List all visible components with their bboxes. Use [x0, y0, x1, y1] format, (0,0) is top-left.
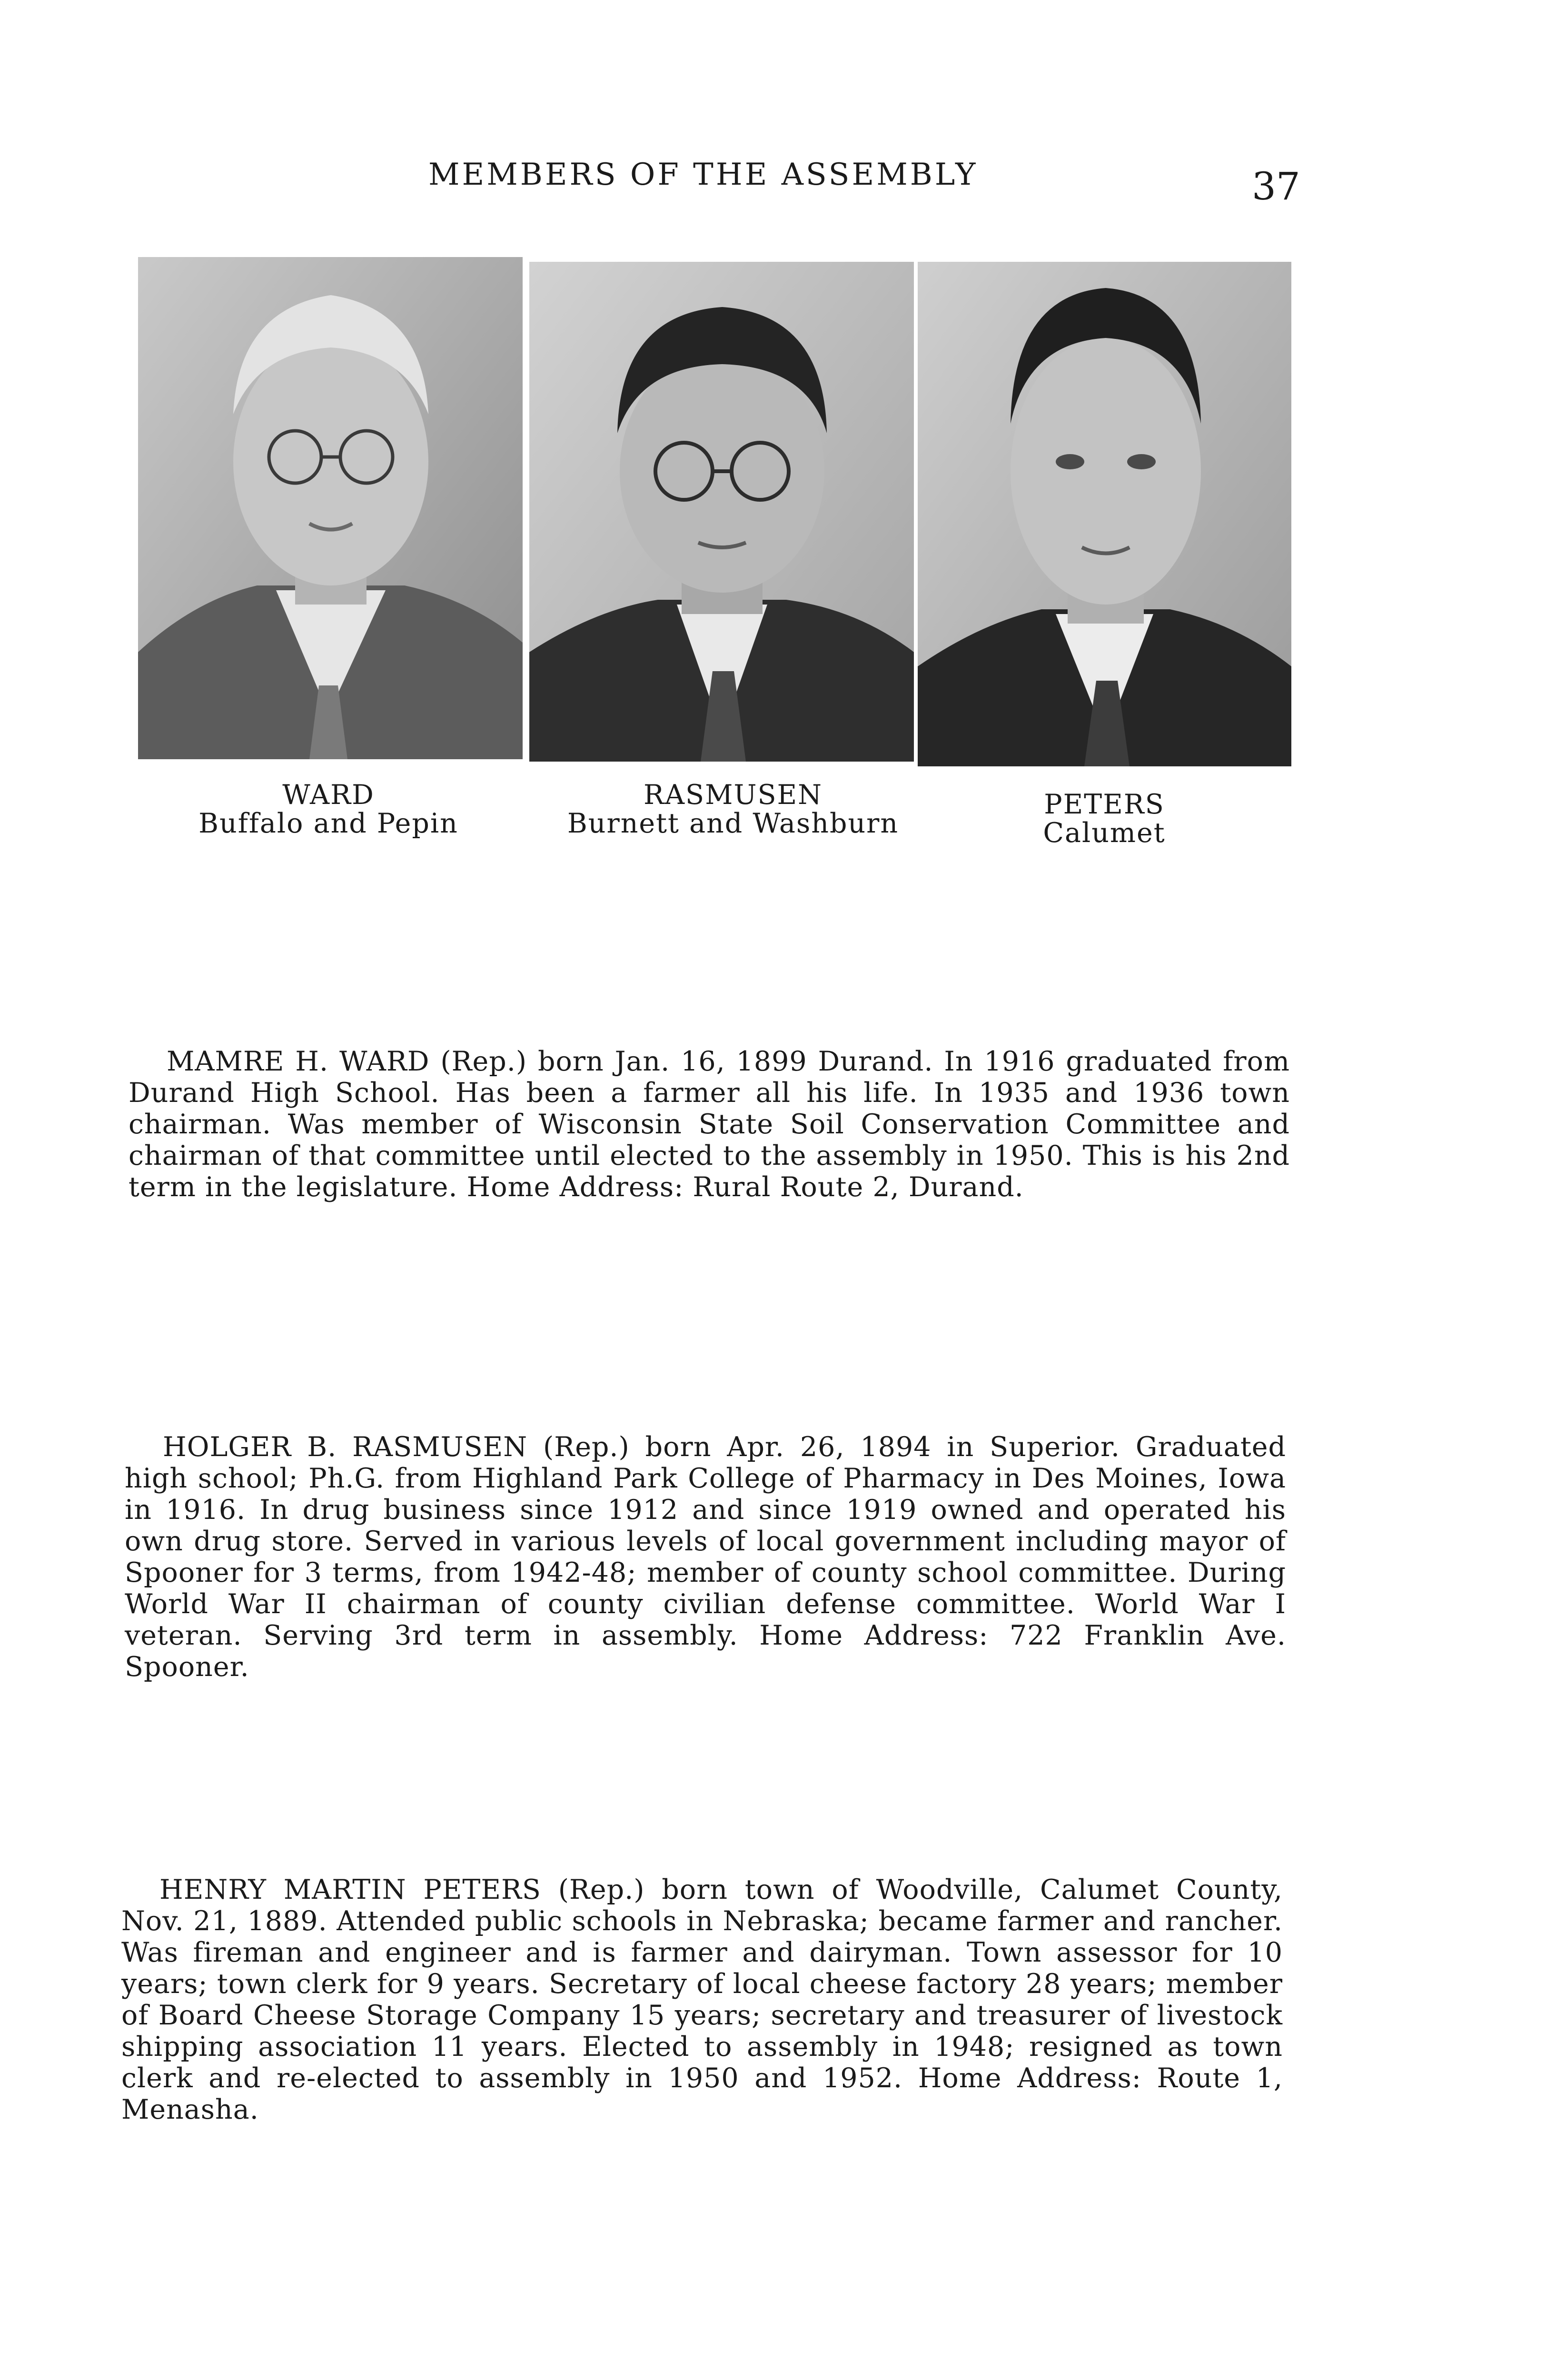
portrait-photo-rasmusen — [529, 262, 914, 762]
portrait-photo-ward — [138, 257, 523, 759]
caption-rasmusen — [514, 781, 952, 838]
biography-ward: MAMRE H. WARD (Rep.) born Jan. 16, 1899 Durand. In 1916 graduated from Durand High School. Has been a farmer all his life. In 1935 and 1936 town chairman. Was member of Wisconsin State Soil Conservation Committee and chairman of that committee until elected to the assembly in 1950. This is his 2nd term in the legislature. Home Address: Rural Route 2, Durand. — [129, 1046, 1290, 1203]
caption-surname: RASMUSEN — [643, 779, 823, 811]
page-number: 37 — [1252, 164, 1300, 208]
caption-ward — [157, 781, 500, 838]
caption-district: Buffalo and Pepin — [198, 808, 458, 839]
caption-surname: WARD — [282, 779, 375, 811]
caption-peters — [971, 790, 1238, 847]
portrait-photo-peters — [918, 262, 1291, 766]
running-head-title: MEMBERS OF THE ASSEMBLY — [428, 157, 978, 192]
caption-surname: PETERS — [1044, 789, 1165, 820]
biography-rasmusen: HOLGER B. RASMUSEN (Rep.) born Apr. 26, 1894 in Superior. Graduated high school; Ph.G. from Highland Park College of Pharmacy in Des Moines, Iowa in 1916. In drug business since 1912 and since 1919 owned and operated his own drug store. Served in various levels of local government including mayor of Spooner for 3 terms, from 1942-48; member of county school committee. During World War II chairman of county civilian defense committee. World War I veteran. Serving 3rd term in assembly. Home Address: 722 Franklin Ave. Spooner. — [125, 1431, 1286, 1683]
caption-district: Burnett and Washburn — [567, 808, 899, 839]
caption-district: Calumet — [1043, 817, 1166, 849]
biography-peters: HENRY MARTIN PETERS (Rep.) born town of Woodville, Calumet County, Nov. 21, 1889. Attended public schools in Nebraska; became farmer and rancher. Was fireman and engineer and is farmer and dairyman. Town assessor for 10 years; town clerk for 9 years. Secretary of local cheese factory 28 years; member of Board Cheese Storage Company 15 years; secretary and treasurer of livestock shipping association 11 years. Elected to assembly in 1948; resigned as town clerk and re-elected to assembly in 1950 and 1952. Home Address: Route 1, Menasha. — [121, 1874, 1283, 2125]
